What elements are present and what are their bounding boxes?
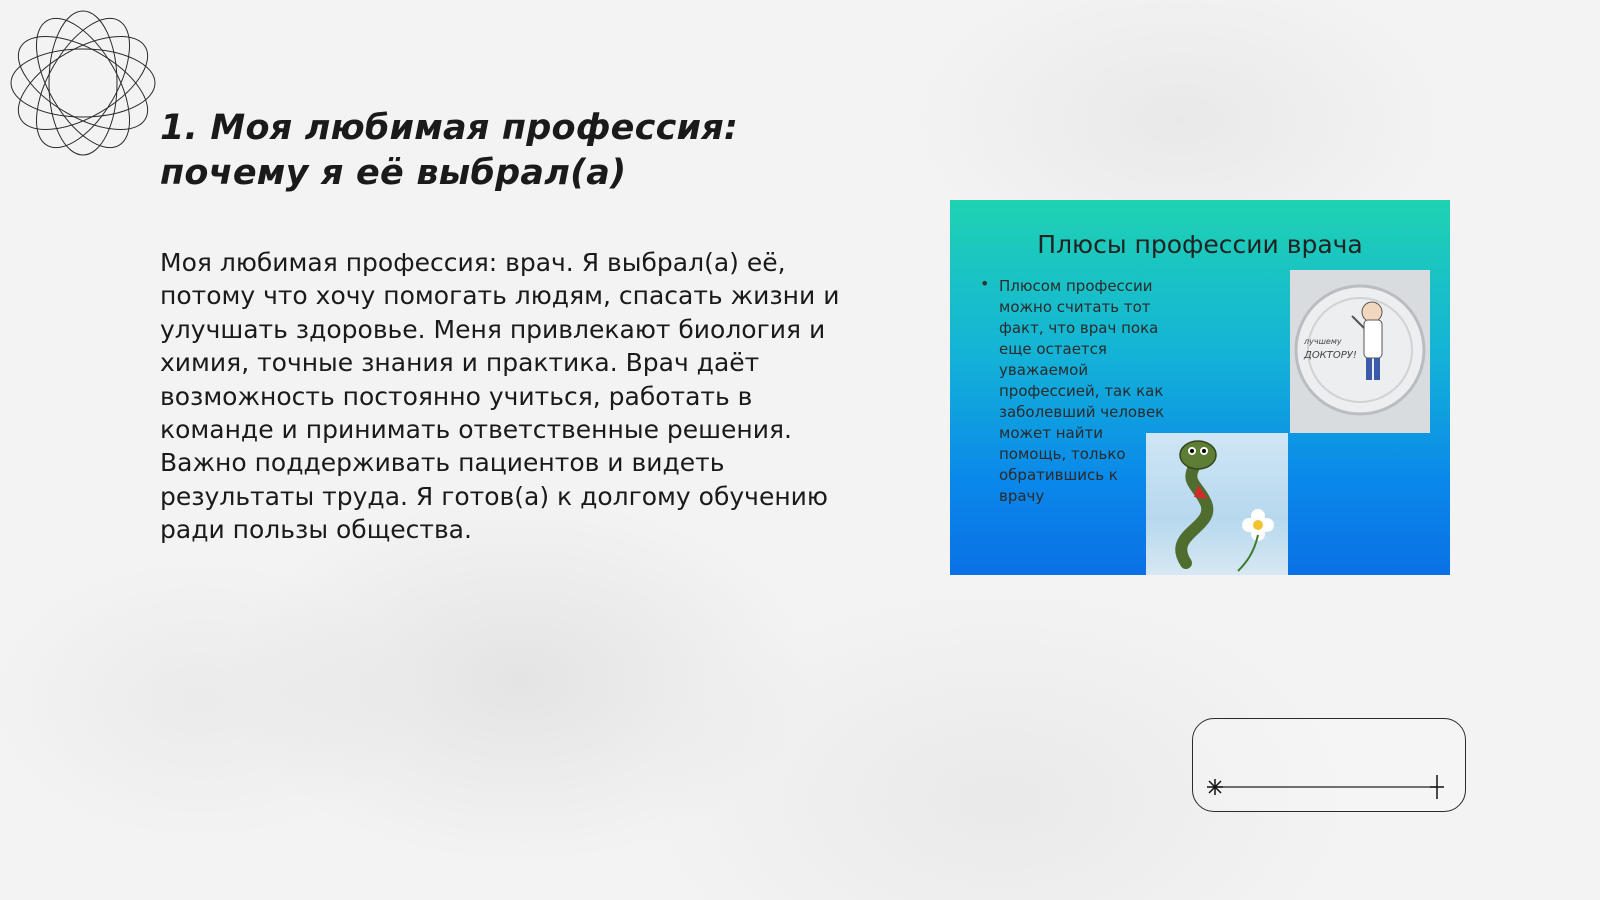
snake-illustration	[1146, 433, 1288, 575]
cross-icon	[1427, 775, 1447, 799]
doctor-slide-image	[950, 200, 1450, 575]
doctor-cartoon-icon	[1290, 270, 1430, 433]
plate-label-line2: ДОКТОРУ!	[1304, 350, 1357, 361]
snake-cartoon-icon	[1146, 433, 1288, 575]
sparkle-icon	[1205, 777, 1225, 797]
bullet-icon: •	[980, 274, 990, 293]
decorative-frame	[1192, 718, 1466, 812]
plate-label-line1: лучшему	[1304, 337, 1342, 346]
slide-title: 1. Моя любимая профессия: почему я её выбрал(а)	[160, 108, 739, 193]
decorative-line	[1193, 719, 1465, 811]
doctor-plate-illustration	[1290, 270, 1430, 433]
slide-body-text: Моя любимая профессия: врач. Я выбрал(а) её, потому что хочу помогать людям, спасать жизни и улучшать здоровье. Меня привлекают биология и химия, точные знания и практика. Врач даёт возможность постоянно учиться, работать в команде и принимать ответственные решения. Важно поддерживать пациентов и видеть результаты труда. Я готов(а) к долгому обучению ради пользы общества.	[160, 248, 840, 545]
image-bullet-text: Плюсом профессии можно считать тот факт, что врач пока еще остается уважаемой профессией, так как заболевший человек может найти помощь, только обратившись к врачу	[999, 277, 1165, 505]
circle-ornament-icon	[8, 8, 158, 158]
image-title: Плюсы профессии врача	[1037, 230, 1363, 259]
